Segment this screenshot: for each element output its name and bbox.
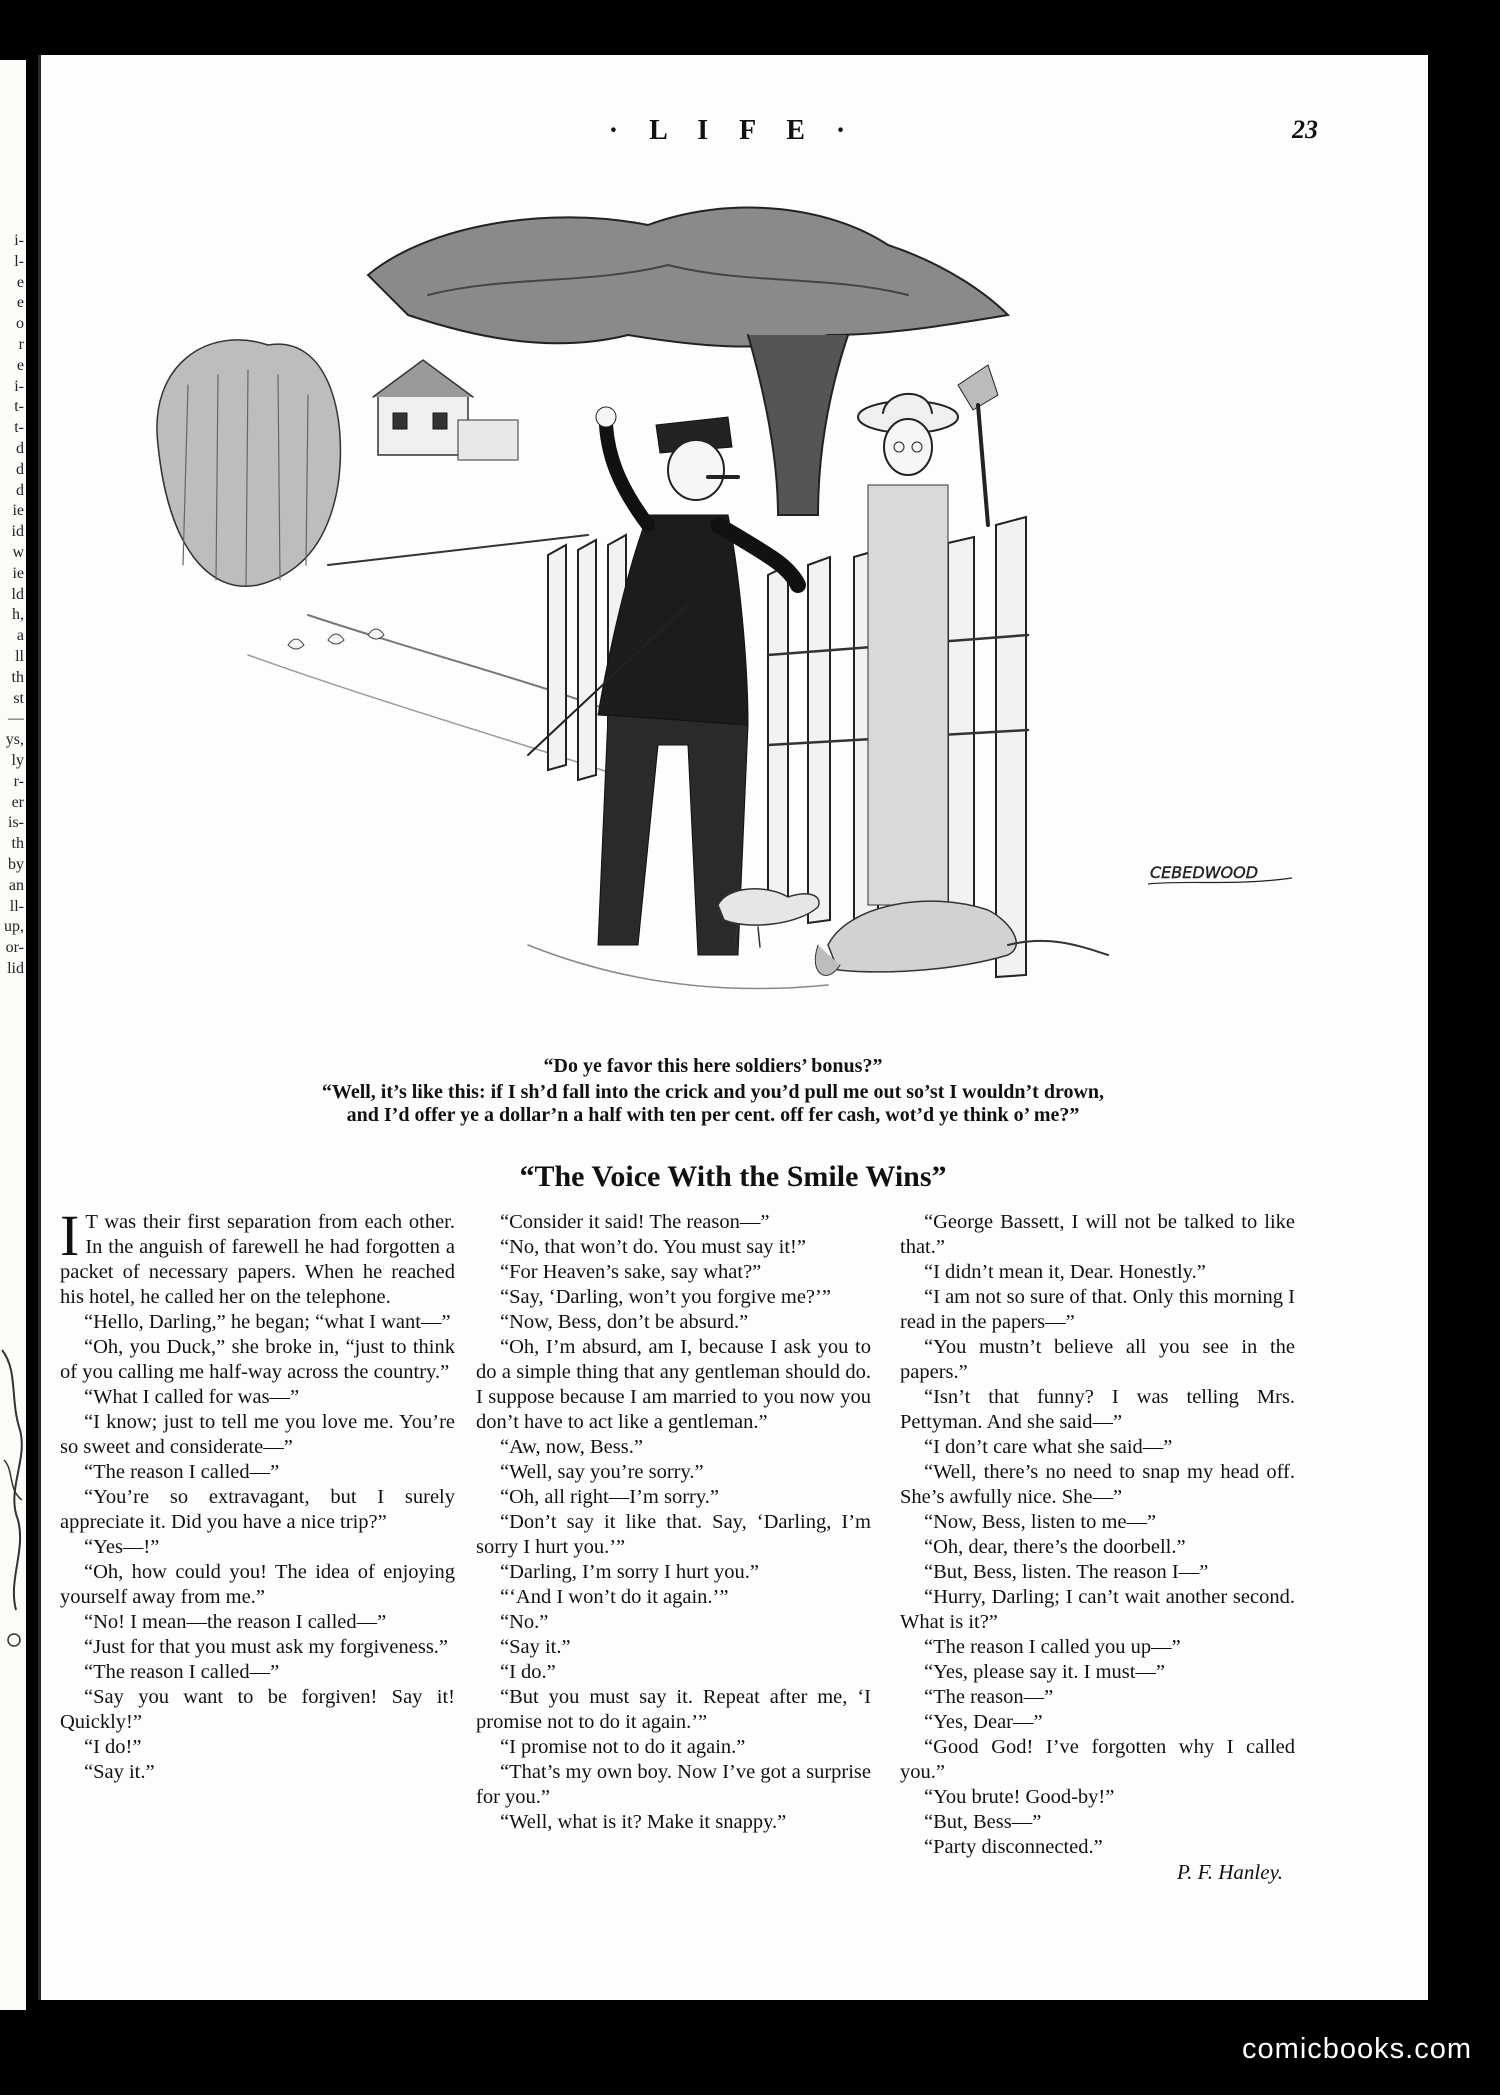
previous-page-fragment: ie xyxy=(12,502,24,520)
article-paragraph: “Just for that you must ask my forgiveness.” xyxy=(84,1636,449,1658)
article-paragraph: “I do.” xyxy=(500,1661,556,1683)
caption-question: “Do ye favor this here soldiers’ bonus?” xyxy=(543,1055,883,1077)
article-paragraph: “Say it.” xyxy=(84,1761,155,1783)
previous-page-fragment: ys, xyxy=(5,731,24,749)
article-byline: P. F. Hanley. xyxy=(1177,1860,1283,1884)
article-paragraph: “No.” xyxy=(500,1611,549,1633)
article-paragraph: “Now, Bess, don’t be absurd.” xyxy=(500,1311,749,1333)
article-paragraph: “Yes, please say it. I must—” xyxy=(924,1661,1166,1683)
article-paragraph: “Aw, now, Bess.” xyxy=(500,1436,643,1458)
previous-page-edge xyxy=(0,60,26,2010)
article-column-1 xyxy=(60,1203,455,1785)
article-paragraph: “I do!” xyxy=(84,1736,142,1758)
site-watermark: comicbooks.com xyxy=(1242,2033,1472,2065)
article-paragraph: “The reason I called—” xyxy=(84,1661,280,1683)
previous-page-fragment: r- xyxy=(13,772,24,790)
article-paragraph: “Hello, Darling,” he began; “what I want—” xyxy=(84,1311,451,1333)
previous-page-fragment: is- xyxy=(8,814,24,832)
page-number: 23 xyxy=(1292,115,1318,144)
article-paragraph: “Say, ‘Darling, won’t you forgive me?’” xyxy=(500,1286,831,1308)
previous-page-fragment: w xyxy=(12,544,24,561)
article-paragraph: “The reason I called you up—” xyxy=(924,1636,1181,1658)
article-paragraph: “Say it.” xyxy=(500,1636,571,1658)
article-paragraph: “But you must say it. Repeat after me, ‘I promise not to do it again.’” xyxy=(476,1686,871,1733)
article-paragraph: “Consider it said! The reason—” xyxy=(500,1211,770,1233)
previous-page-fragment: ie xyxy=(12,564,24,582)
previous-page-sketch xyxy=(0,1340,30,1680)
previous-page-fragment: th xyxy=(11,835,24,853)
previous-page-fragment: h, xyxy=(12,606,24,624)
previous-page-fragment: ly xyxy=(11,752,24,769)
previous-page-fragment: a xyxy=(16,627,24,645)
previous-page-fragment: i- xyxy=(14,377,24,395)
previous-page-fragment: e xyxy=(16,294,24,312)
previous-page-fragment: o xyxy=(16,315,24,333)
article-title: “The Voice With the Smile Wins” xyxy=(519,1160,947,1193)
previous-page-fragment: id xyxy=(11,523,24,541)
previous-page-fragment: t- xyxy=(14,419,24,437)
article-paragraph: “Now, Bess, listen to me—” xyxy=(924,1511,1157,1533)
previous-page-fragment: up, xyxy=(4,918,24,936)
article-paragraph: “Hurry, Darling; I can’t wait another second. What is it?” xyxy=(900,1586,1295,1633)
article-paragraph: “For Heaven’s sake, say what?” xyxy=(500,1261,762,1283)
illustration-drawing xyxy=(157,208,1108,989)
article-paragraph: “I am not so sure of that. Only this morning I read in the papers—” xyxy=(900,1286,1295,1333)
magazine-page xyxy=(38,55,1428,2000)
previous-page-fragment: — xyxy=(8,710,24,728)
article-paragraph: “Yes—!” xyxy=(84,1536,160,1558)
article-paragraph: “Good God! I’ve forgotten why I called you.” xyxy=(900,1736,1295,1783)
article-paragraph: “I don’t care what she said—” xyxy=(924,1436,1173,1458)
cartoon-illustration xyxy=(128,185,1308,1055)
article-paragraph: “Say you want to be forgiven! Say it! Quickly!” xyxy=(60,1686,455,1733)
article-column-3 xyxy=(900,1210,1295,1860)
previous-page-fragment: r xyxy=(18,336,24,353)
article-column-2 xyxy=(476,1210,871,1835)
article-paragraph: “No! I mean—the reason I called—” xyxy=(84,1611,387,1633)
article-paragraph: “Don’t say it like that. Say, ‘Darling, I’m sorry I hurt you.’” xyxy=(476,1511,871,1558)
article-paragraph: “Isn’t that funny? I was telling Mrs. Pettyman. And she said—” xyxy=(900,1386,1295,1433)
article-paragraph: “‘And I won’t do it again.’” xyxy=(500,1586,729,1608)
article-paragraph: “Oh, all right—I’m sorry.” xyxy=(500,1486,719,1508)
previous-page-fragment: l- xyxy=(14,252,24,270)
article-paragraph: “But, Bess—” xyxy=(924,1811,1042,1833)
previous-page-fragment: er xyxy=(11,793,24,811)
article-paragraph: “The reason I called—” xyxy=(84,1461,280,1483)
previous-page-fragment: an xyxy=(8,876,24,894)
article-paragraph: “Oh, you Duck,” she broke in, “just to think of you calling me half-way across the country.” xyxy=(60,1336,455,1383)
article-paragraph: “Oh, I’m absurd, am I, because I ask you to do a simple thing that any gentleman should do. I suppose because I am married to you now you don’t have to act like a gentleman.” xyxy=(476,1336,871,1433)
article-paragraph: “Darling, I’m sorry I hurt you.” xyxy=(500,1561,760,1583)
previous-page-fragment: i- xyxy=(14,232,24,249)
article-paragraph: “George Bassett, I will not be talked to like that.” xyxy=(900,1211,1295,1258)
article-paragraph: “Well, there’s no need to snap my head off. She’s awfully nice. She—” xyxy=(900,1461,1295,1508)
previous-page-fragment: by xyxy=(8,856,24,873)
article-paragraph: “You’re so extravagant, but I surely appreciate it. Did you have a nice trip?” xyxy=(60,1486,455,1533)
previous-page-fragment: e xyxy=(16,273,24,291)
previous-page-fragment: d xyxy=(16,460,24,478)
article-paragraph: “Party disconnected.” xyxy=(924,1836,1103,1858)
previous-page-fragment: th xyxy=(11,668,24,686)
artist-signature xyxy=(1146,850,1296,890)
previous-page-fragment: d xyxy=(16,481,24,499)
article-paragraph: “Oh, dear, there’s the doorbell.” xyxy=(924,1536,1186,1558)
previous-page-fragment: ld xyxy=(11,585,24,603)
article-paragraph: “You brute! Good-by!” xyxy=(924,1786,1115,1808)
article-paragraph: “That’s my own boy. Now I’ve got a surprise for you.” xyxy=(476,1761,871,1808)
previous-page-fragment: t- xyxy=(14,398,24,416)
article-paragraph: “But, Bess, listen. The reason I—” xyxy=(924,1561,1209,1583)
previous-page-fragment: d xyxy=(16,440,24,457)
article-paragraph: “I promise not to do it again.” xyxy=(500,1736,746,1758)
article-paragraph: “What I called for was—” xyxy=(84,1386,300,1408)
article-paragraph: “You mustn’t believe all you see in the papers.” xyxy=(900,1336,1295,1383)
previous-page-fragment: lid xyxy=(7,960,24,977)
drop-cap: I xyxy=(60,1203,80,1268)
article-paragraph: “Yes, Dear—” xyxy=(924,1711,1043,1733)
running-head: · L I F E · xyxy=(608,115,858,146)
article-paragraph xyxy=(60,1203,455,1310)
previous-page-fragment: ll xyxy=(15,648,24,665)
caption-answer-line-1: “Well, it’s like this: if I sh’d fall into the crick and you’d pull me out so’st I wouldn’t drown, xyxy=(321,1081,1105,1103)
article-paragraph: “Oh, how could you! The idea of enjoying yourself away from me.” xyxy=(60,1561,455,1608)
previous-page-fragment: ll- xyxy=(9,897,24,915)
article-paragraph: “I know; just to tell me you love me. You’re so sweet and considerate—” xyxy=(60,1411,455,1458)
article-paragraph: “I didn’t mean it, Dear. Honestly.” xyxy=(924,1261,1206,1283)
svg-text:CEBEDWOOD: CEBEDWOOD xyxy=(1150,863,1259,882)
previous-page-fragment: or- xyxy=(5,939,24,957)
article-paragraph-text: T was their first separation from each other. In the anguish of farewell he had forgotten a packet of necessary papers. When he reached his hotel, he called her on the telephone. xyxy=(60,1211,455,1308)
caption-answer-line-2: and I’d offer ye a dollar’n a half with ten per cent. off fer cash, wot’d ye think o’ me?” xyxy=(346,1104,1080,1126)
article-paragraph: “No, that won’t do. You must say it!” xyxy=(500,1236,806,1258)
previous-page-fragment: e xyxy=(16,356,24,374)
article-paragraph: “Well, what is it? Make it snappy.” xyxy=(500,1811,787,1833)
article-paragraph: “The reason—” xyxy=(924,1686,1054,1708)
previous-page-fragment: st xyxy=(13,689,24,707)
article-paragraph: “Well, say you’re sorry.” xyxy=(500,1461,704,1483)
